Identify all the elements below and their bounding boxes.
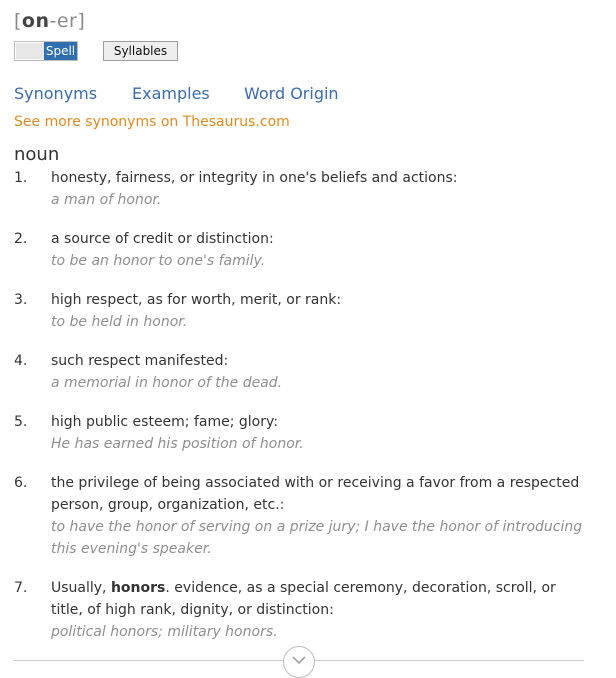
definition-example: to be held in honor. bbox=[51, 314, 188, 330]
pron-stressed-syllable: on bbox=[21, 10, 50, 32]
definition-example: to have the honor of serving on a prize jury; I have the honor of introducing this evening's speaker. bbox=[51, 519, 583, 557]
spell-toggle-knob[interactable] bbox=[16, 43, 46, 59]
pronunciation bbox=[14, 10, 85, 32]
spell-toggle-label: Spell bbox=[45, 44, 76, 58]
definition-number: 2. bbox=[14, 231, 28, 247]
definition-number: 4. bbox=[14, 353, 28, 369]
definition-number: 7. bbox=[14, 580, 28, 596]
definition-text-prefix: Usually, bbox=[51, 580, 111, 596]
more-synonyms-link[interactable]: See more synonyms on Thesaurus.com bbox=[14, 114, 290, 130]
definition-number: 6. bbox=[14, 475, 28, 491]
definition-example: to be an honor to one's family. bbox=[51, 253, 266, 269]
definition-text: high respect, as for worth, merit, or rank: bbox=[51, 292, 342, 308]
definition-text: the privilege of being associated with or receiving a favor from a respected person, group, organization, etc.: bbox=[51, 475, 580, 513]
definition-text: such respect manifested: bbox=[51, 353, 229, 369]
definition-text: high public esteem; fame; glory: bbox=[51, 414, 278, 430]
spell-toggle[interactable] bbox=[14, 41, 78, 61]
definition-example: a man of honor. bbox=[51, 192, 162, 208]
part-of-speech: noun bbox=[14, 144, 60, 165]
definition-number: 1. bbox=[14, 170, 28, 186]
definition-number: 5. bbox=[14, 414, 28, 430]
tab-word-origin[interactable]: Word Origin bbox=[244, 84, 339, 103]
definition-example: political honors; military honors. bbox=[51, 624, 278, 640]
definition-bold-term: honors bbox=[110, 580, 166, 596]
pron-close: ] bbox=[77, 10, 86, 32]
definition-text-suffix: . evidence, as a special ceremony, decoration, scroll, or title, of high rank, dignity, or distinction: bbox=[51, 580, 556, 618]
tab-synonyms[interactable]: Synonyms bbox=[14, 84, 98, 103]
syllables-button[interactable]: Syllables bbox=[103, 41, 178, 61]
show-more-button[interactable] bbox=[283, 646, 315, 678]
definition-text: honesty, fairness, or integrity in one's beliefs and actions: bbox=[51, 170, 458, 186]
definition-text: a source of credit or distinction: bbox=[51, 231, 274, 247]
definition-number: 3. bbox=[14, 292, 28, 308]
definition-text bbox=[51, 577, 591, 621]
pron-open: [ bbox=[14, 10, 22, 32]
pron-rest: -er bbox=[49, 10, 78, 32]
definition-example: He has earned his position of honor. bbox=[51, 436, 304, 452]
definition-example: a memorial in honor of the dead. bbox=[51, 375, 283, 391]
tab-examples[interactable]: Examples bbox=[132, 84, 210, 103]
